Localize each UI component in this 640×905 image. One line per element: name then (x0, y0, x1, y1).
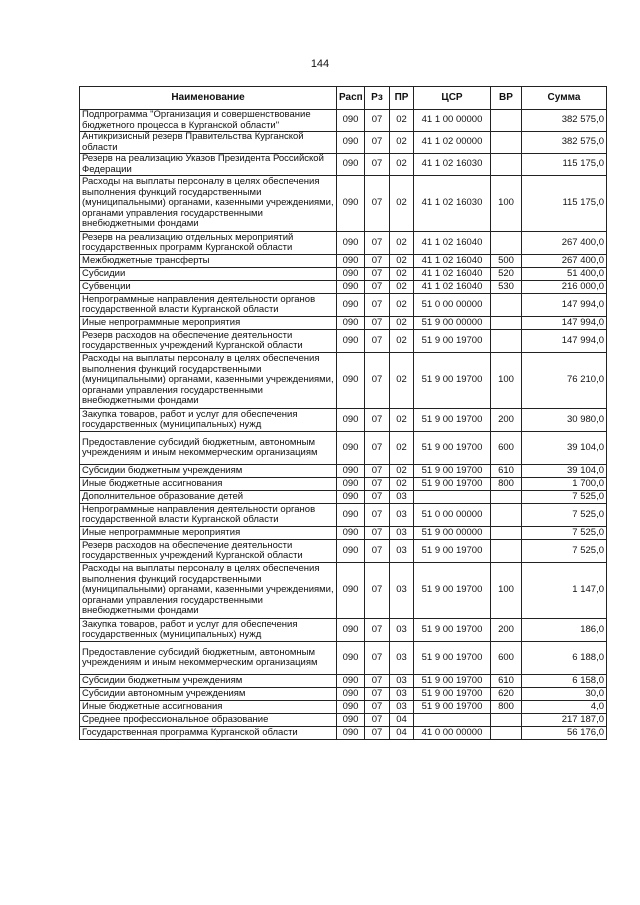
cell-vr (491, 491, 522, 504)
cell-rasp: 090 (337, 176, 365, 232)
cell-pr: 04 (390, 714, 414, 727)
cell-rz: 07 (365, 110, 390, 132)
cell-csr: 51 9 00 00000 (414, 527, 491, 540)
cell-vr (491, 527, 522, 540)
cell-pr: 04 (390, 727, 414, 740)
budget-table (79, 86, 607, 740)
cell-vr (491, 317, 522, 330)
cell-rasp: 090 (337, 281, 365, 294)
cell-rz: 07 (365, 714, 390, 727)
cell-csr: 51 0 00 00000 (414, 294, 491, 317)
cell-vr: 100 (491, 176, 522, 232)
table-row (80, 619, 607, 642)
cell-vr: 520 (491, 268, 522, 281)
cell-rasp: 090 (337, 619, 365, 642)
cell-pr: 03 (390, 619, 414, 642)
cell-rasp: 090 (337, 255, 365, 268)
cell-sum: 6 188,0 (522, 642, 607, 675)
cell-csr: 41 1 02 16030 (414, 154, 491, 176)
table-row (80, 154, 607, 176)
cell-rz: 07 (365, 317, 390, 330)
table-row (80, 465, 607, 478)
table-row (80, 330, 607, 353)
cell-csr: 51 9 00 19700 (414, 478, 491, 491)
cell-sum: 6 158,0 (522, 675, 607, 688)
cell-rz: 07 (365, 527, 390, 540)
cell-pr: 02 (390, 154, 414, 176)
cell-sum: 30,0 (522, 688, 607, 701)
cell-vr: 100 (491, 353, 522, 409)
cell-pr: 02 (390, 176, 414, 232)
cell-csr: 41 1 00 00000 (414, 110, 491, 132)
cell-rz: 07 (365, 727, 390, 740)
cell-pr: 02 (390, 110, 414, 132)
cell-vr: 530 (491, 281, 522, 294)
cell-name: Государственная программа Курганской области (80, 727, 337, 740)
cell-rz: 07 (365, 465, 390, 478)
cell-csr: 41 1 02 16040 (414, 281, 491, 294)
cell-pr: 03 (390, 675, 414, 688)
cell-sum: 216 000,0 (522, 281, 607, 294)
table-row (80, 478, 607, 491)
cell-rasp: 090 (337, 491, 365, 504)
cell-name: Субсидии бюджетным учреждениям (80, 465, 337, 478)
cell-rasp: 090 (337, 294, 365, 317)
cell-sum: 382 575,0 (522, 110, 607, 132)
cell-vr: 600 (491, 642, 522, 675)
cell-vr: 200 (491, 409, 522, 432)
table-header-row (80, 87, 607, 110)
header-rz: Рз (365, 87, 390, 110)
cell-sum: 115 175,0 (522, 176, 607, 232)
cell-pr: 02 (390, 353, 414, 409)
cell-vr: 200 (491, 619, 522, 642)
cell-vr: 100 (491, 563, 522, 619)
cell-rz: 07 (365, 432, 390, 465)
cell-vr (491, 132, 522, 154)
cell-csr (414, 491, 491, 504)
cell-rasp: 090 (337, 563, 365, 619)
cell-rz: 07 (365, 491, 390, 504)
cell-csr: 51 9 00 19700 (414, 465, 491, 478)
cell-name: Иные бюджетные ассигнования (80, 478, 337, 491)
cell-pr: 02 (390, 268, 414, 281)
cell-vr: 800 (491, 478, 522, 491)
cell-pr: 02 (390, 281, 414, 294)
cell-name: Подпрограмма "Организация и совершенствование бюджетного процесса в Курганской области" (80, 110, 337, 132)
cell-vr: 610 (491, 675, 522, 688)
cell-name: Межбюджетные трансферты (80, 255, 337, 268)
cell-name: Непрограммные направления деятельности органов государственной власти Курганской области (80, 294, 337, 317)
header-rasp: Расп (337, 87, 365, 110)
cell-name: Антикризисный резерв Правительства Курганской области (80, 132, 337, 154)
cell-csr: 51 9 00 19700 (414, 688, 491, 701)
cell-csr: 41 1 02 16040 (414, 232, 491, 255)
cell-csr: 41 1 02 16040 (414, 255, 491, 268)
cell-vr: 610 (491, 465, 522, 478)
cell-csr: 41 1 02 16030 (414, 176, 491, 232)
cell-csr: 41 1 02 16040 (414, 268, 491, 281)
cell-pr: 02 (390, 232, 414, 255)
cell-sum: 1 700,0 (522, 478, 607, 491)
table-row (80, 504, 607, 527)
cell-rasp: 090 (337, 132, 365, 154)
header-pr: ПР (390, 87, 414, 110)
cell-rasp: 090 (337, 465, 365, 478)
table-row (80, 727, 607, 740)
cell-pr: 03 (390, 491, 414, 504)
table-row (80, 688, 607, 701)
cell-name: Непрограммные направления деятельности органов государственной власти Курганской области (80, 504, 337, 527)
table-row (80, 110, 607, 132)
cell-rz: 07 (365, 504, 390, 527)
cell-pr: 02 (390, 330, 414, 353)
cell-rasp: 090 (337, 527, 365, 540)
cell-rz: 07 (365, 154, 390, 176)
cell-pr: 03 (390, 688, 414, 701)
cell-name: Предоставление субсидий бюджетным, автономным учреждениям и иным некоммерческим организациям (80, 432, 337, 465)
cell-rasp: 090 (337, 232, 365, 255)
cell-sum: 7 525,0 (522, 527, 607, 540)
cell-name: Среднее профессиональное образование (80, 714, 337, 727)
cell-sum: 39 104,0 (522, 465, 607, 478)
cell-sum: 147 994,0 (522, 330, 607, 353)
cell-name: Иные непрограммные мероприятия (80, 527, 337, 540)
cell-name: Резерв расходов на обеспечение деятельности государственных учреждений Курганской области (80, 330, 337, 353)
cell-pr: 03 (390, 504, 414, 527)
cell-csr: 51 9 00 19700 (414, 563, 491, 619)
cell-rz: 07 (365, 701, 390, 714)
cell-rasp: 090 (337, 353, 365, 409)
cell-rz: 07 (365, 540, 390, 563)
cell-pr: 02 (390, 465, 414, 478)
cell-rasp: 090 (337, 432, 365, 465)
cell-rasp: 090 (337, 317, 365, 330)
cell-pr: 03 (390, 642, 414, 675)
cell-rz: 07 (365, 688, 390, 701)
cell-csr: 51 9 00 19700 (414, 540, 491, 563)
cell-name: Субсидии (80, 268, 337, 281)
table-row (80, 294, 607, 317)
cell-vr (491, 504, 522, 527)
cell-pr: 03 (390, 701, 414, 714)
cell-sum: 147 994,0 (522, 317, 607, 330)
table-row (80, 714, 607, 727)
cell-vr (491, 294, 522, 317)
cell-vr (491, 154, 522, 176)
cell-rz: 07 (365, 281, 390, 294)
cell-rasp: 090 (337, 675, 365, 688)
cell-csr: 51 9 00 19700 (414, 353, 491, 409)
cell-rasp: 090 (337, 714, 365, 727)
cell-sum: 382 575,0 (522, 132, 607, 154)
cell-name: Расходы на выплаты персоналу в целях обеспечения выполнения функций государственными (муниципальными) органами, казенными учреждениями, органами управления государственными внебюджетными фондами (80, 563, 337, 619)
cell-vr: 600 (491, 432, 522, 465)
cell-rasp: 090 (337, 727, 365, 740)
table-row (80, 268, 607, 281)
table-row (80, 540, 607, 563)
cell-name: Закупка товаров, работ и услуг для обеспечения государственных (муниципальных) нужд (80, 619, 337, 642)
cell-csr: 51 9 00 00000 (414, 317, 491, 330)
cell-rasp: 090 (337, 409, 365, 432)
header-name: Наименование (80, 87, 337, 110)
cell-rasp: 090 (337, 330, 365, 353)
cell-sum: 76 210,0 (522, 353, 607, 409)
cell-rasp: 090 (337, 540, 365, 563)
cell-vr (491, 714, 522, 727)
cell-rz: 07 (365, 353, 390, 409)
cell-rasp: 090 (337, 110, 365, 132)
cell-rz: 07 (365, 294, 390, 317)
table-row (80, 232, 607, 255)
cell-name: Субвенции (80, 281, 337, 294)
cell-csr: 51 9 00 19700 (414, 619, 491, 642)
cell-name: Предоставление субсидий бюджетным, автономным учреждениям и иным некоммерческим организациям (80, 642, 337, 675)
table-row (80, 563, 607, 619)
cell-name: Иные непрограммные мероприятия (80, 317, 337, 330)
cell-csr: 51 0 00 00000 (414, 504, 491, 527)
cell-rz: 07 (365, 232, 390, 255)
cell-sum: 56 176,0 (522, 727, 607, 740)
table-row (80, 432, 607, 465)
cell-name: Расходы на выплаты персоналу в целях обеспечения выполнения функций государственными (муниципальными) органами, казенными учреждениями, органами управления государственными внебюджетными фондами (80, 353, 337, 409)
cell-rz: 07 (365, 132, 390, 154)
table-row (80, 281, 607, 294)
cell-vr: 800 (491, 701, 522, 714)
table-row (80, 255, 607, 268)
cell-pr: 02 (390, 132, 414, 154)
cell-rz: 07 (365, 330, 390, 353)
cell-csr: 51 9 00 19700 (414, 642, 491, 675)
table-row (80, 491, 607, 504)
cell-name: Субсидии бюджетным учреждениям (80, 675, 337, 688)
table-row (80, 701, 607, 714)
cell-sum: 1 147,0 (522, 563, 607, 619)
cell-vr (491, 540, 522, 563)
cell-pr: 02 (390, 478, 414, 491)
cell-csr: 51 9 00 19700 (414, 675, 491, 688)
cell-pr: 02 (390, 409, 414, 432)
cell-vr (491, 110, 522, 132)
cell-rz: 07 (365, 268, 390, 281)
cell-name: Иные бюджетные ассигнования (80, 701, 337, 714)
table-row (80, 132, 607, 154)
cell-csr: 51 9 00 19700 (414, 432, 491, 465)
cell-vr (491, 232, 522, 255)
cell-vr (491, 727, 522, 740)
cell-name: Дополнительное образование детей (80, 491, 337, 504)
cell-name: Расходы на выплаты персоналу в целях обеспечения выполнения функций государственными (муниципальными) органами, казенными учреждениями, органами управления государственными внебюджетными фондами (80, 176, 337, 232)
table-row (80, 409, 607, 432)
cell-sum: 7 525,0 (522, 504, 607, 527)
cell-rz: 07 (365, 619, 390, 642)
cell-pr: 03 (390, 527, 414, 540)
cell-pr: 02 (390, 294, 414, 317)
cell-sum: 147 994,0 (522, 294, 607, 317)
cell-vr: 620 (491, 688, 522, 701)
cell-csr: 41 1 02 00000 (414, 132, 491, 154)
cell-sum: 7 525,0 (522, 491, 607, 504)
page-number: 144 (310, 58, 330, 70)
cell-rz: 07 (365, 409, 390, 432)
cell-csr: 41 0 00 00000 (414, 727, 491, 740)
table-row (80, 317, 607, 330)
cell-pr: 02 (390, 432, 414, 465)
header-sum: Сумма (522, 87, 607, 110)
cell-rz: 07 (365, 176, 390, 232)
cell-pr: 03 (390, 563, 414, 619)
cell-rasp: 090 (337, 642, 365, 675)
header-vr: ВР (491, 87, 522, 110)
cell-vr: 500 (491, 255, 522, 268)
cell-pr: 03 (390, 540, 414, 563)
cell-sum: 4,0 (522, 701, 607, 714)
cell-rasp: 090 (337, 268, 365, 281)
cell-sum: 217 187,0 (522, 714, 607, 727)
table-row (80, 176, 607, 232)
cell-pr: 02 (390, 317, 414, 330)
cell-rz: 07 (365, 642, 390, 675)
cell-sum: 115 175,0 (522, 154, 607, 176)
cell-rasp: 090 (337, 478, 365, 491)
cell-name: Резерв на реализацию Указов Президента Российской Федерации (80, 154, 337, 176)
cell-csr (414, 714, 491, 727)
table-row (80, 675, 607, 688)
table-row (80, 527, 607, 540)
cell-rz: 07 (365, 478, 390, 491)
cell-rasp: 090 (337, 688, 365, 701)
cell-csr: 51 9 00 19700 (414, 409, 491, 432)
cell-sum: 51 400,0 (522, 268, 607, 281)
cell-csr: 51 9 00 19700 (414, 701, 491, 714)
cell-sum: 39 104,0 (522, 432, 607, 465)
cell-vr (491, 330, 522, 353)
cell-rasp: 090 (337, 504, 365, 527)
cell-sum: 267 400,0 (522, 232, 607, 255)
cell-rz: 07 (365, 675, 390, 688)
cell-sum: 7 525,0 (522, 540, 607, 563)
cell-pr: 02 (390, 255, 414, 268)
cell-rz: 07 (365, 255, 390, 268)
cell-csr: 51 9 00 19700 (414, 330, 491, 353)
cell-rasp: 090 (337, 154, 365, 176)
cell-sum: 267 400,0 (522, 255, 607, 268)
header-csr: ЦСР (414, 87, 491, 110)
cell-name: Закупка товаров, работ и услуг для обеспечения государственных (муниципальных) нужд (80, 409, 337, 432)
cell-name: Резерв расходов на обеспечение деятельности государственных учреждений Курганской области (80, 540, 337, 563)
cell-name: Субсидии автономным учреждениям (80, 688, 337, 701)
table-row (80, 353, 607, 409)
cell-sum: 186,0 (522, 619, 607, 642)
cell-name: Резерв на реализацию отдельных мероприятий государственных программ Курганской области (80, 232, 337, 255)
cell-rz: 07 (365, 563, 390, 619)
cell-sum: 30 980,0 (522, 409, 607, 432)
cell-rasp: 090 (337, 701, 365, 714)
table-row (80, 642, 607, 675)
